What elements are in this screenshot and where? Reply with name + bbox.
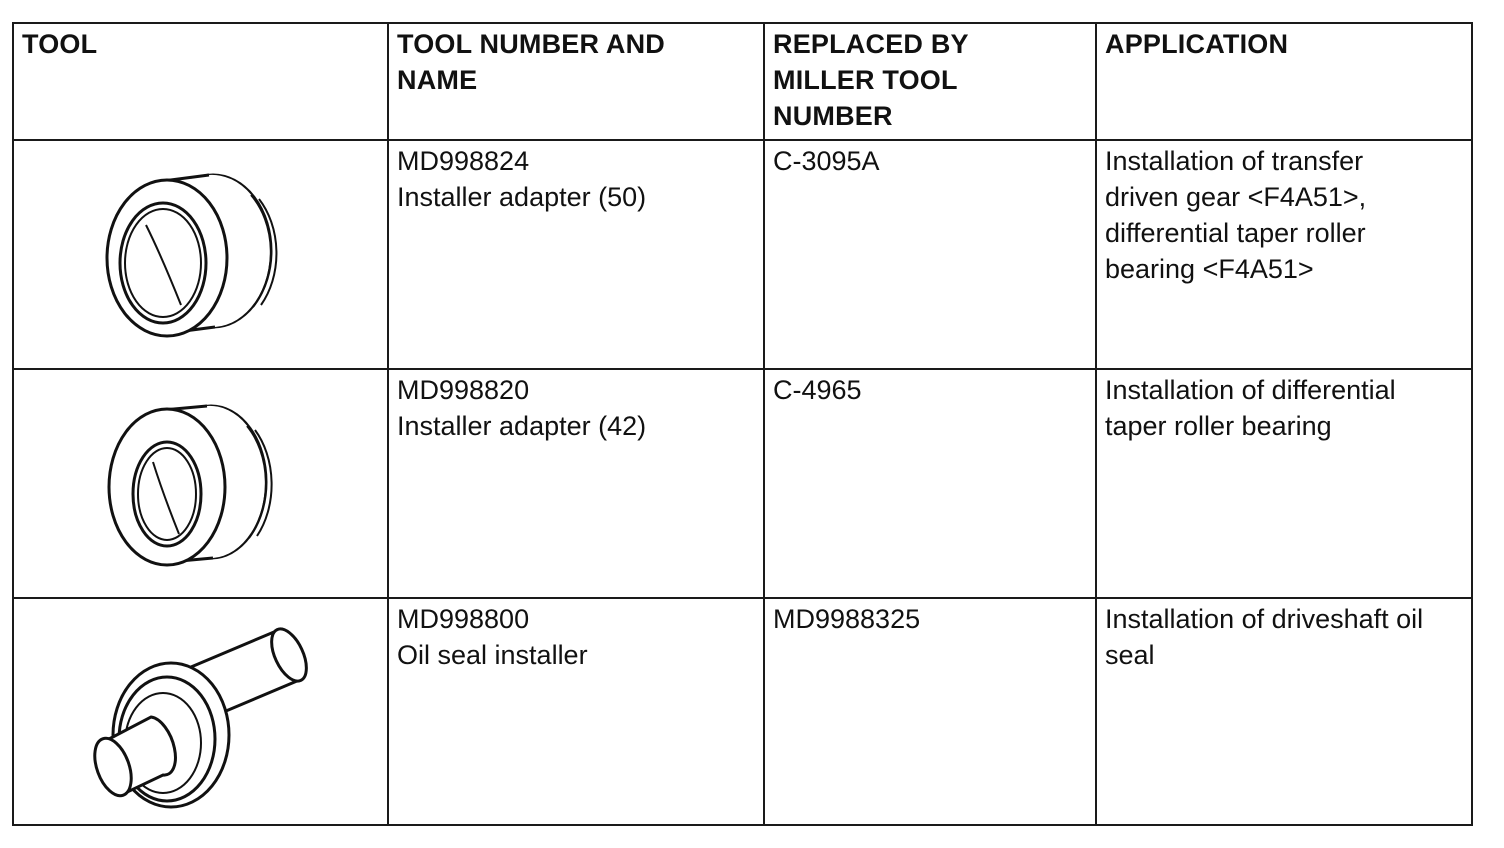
application-line: Installation of transfer — [1105, 146, 1364, 177]
miller-tool-number: MD9988325 — [773, 604, 921, 635]
replaced-by-cell — [764, 598, 1096, 825]
replaced-by-cell — [764, 369, 1096, 599]
tool-image-cell — [13, 369, 388, 599]
tool-name: Oil seal installer — [397, 640, 588, 671]
header-replaced-line-1: REPLACED BY — [773, 29, 969, 59]
table-row — [13, 598, 1472, 825]
header-replaced-line-3: NUMBER — [773, 101, 893, 131]
miller-tool-number: C-3095A — [773, 146, 880, 177]
installer-adapter-42-icon — [101, 384, 301, 584]
application-cell — [1096, 598, 1472, 825]
header-replaced-line-2: MILLER TOOL — [773, 65, 958, 95]
table-header-row — [13, 23, 1472, 140]
header-tool-label: TOOL — [22, 29, 98, 59]
table-row — [13, 140, 1472, 369]
header-application-label: APPLICATION — [1105, 29, 1289, 59]
header-number-name-line-1: TOOL NUMBER AND — [397, 29, 666, 59]
special-tools-table — [12, 22, 1473, 826]
tool-number: MD998800 — [397, 604, 530, 635]
installer-adapter-50-icon — [101, 155, 301, 355]
application-line: differential taper roller — [1105, 218, 1366, 249]
application-line: taper roller bearing — [1105, 410, 1332, 441]
header-tool-number-name — [388, 23, 764, 140]
tool-image-cell — [13, 598, 388, 825]
oil-seal-installer-icon — [81, 607, 321, 817]
header-tool — [13, 23, 388, 140]
tool-number-name-cell — [388, 598, 764, 825]
application-line: Installation of driveshaft oil — [1105, 604, 1424, 635]
tool-name: Installer adapter (50) — [397, 182, 647, 213]
tool-number: MD998824 — [397, 146, 530, 177]
header-application — [1096, 23, 1472, 140]
miller-tool-number: C-4965 — [773, 374, 862, 405]
tool-number-name-cell — [388, 140, 764, 369]
application-cell — [1096, 369, 1472, 599]
header-replaced-by — [764, 23, 1096, 140]
replaced-by-cell — [764, 140, 1096, 369]
header-number-name-line-2: NAME — [397, 65, 478, 95]
tool-name: Installer adapter (42) — [397, 410, 647, 441]
table-row — [13, 369, 1472, 599]
tool-image-cell — [13, 140, 388, 369]
application-line: driven gear <F4A51>, — [1105, 182, 1367, 213]
application-line: bearing <F4A51> — [1105, 254, 1314, 285]
application-cell — [1096, 140, 1472, 369]
application-line: Installation of differential — [1105, 374, 1396, 405]
tool-number-name-cell — [388, 369, 764, 599]
tool-number: MD998820 — [397, 374, 530, 405]
application-line: seal — [1105, 640, 1155, 671]
